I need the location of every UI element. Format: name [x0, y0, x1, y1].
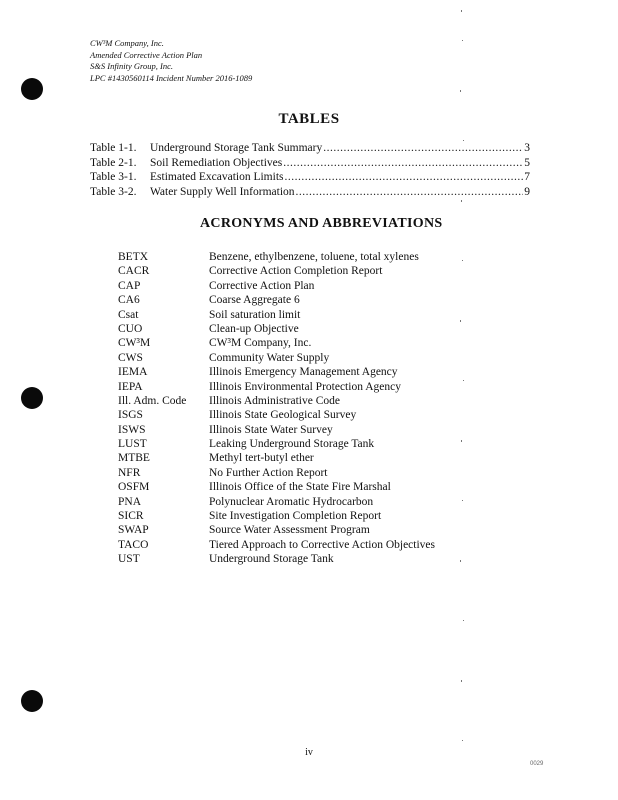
acronym-definition: Corrective Action Completion Report: [209, 265, 383, 278]
acronym-definition: No Further Action Report: [209, 466, 328, 479]
acronym-row: [118, 523, 435, 537]
table-page: 3: [524, 142, 530, 154]
acronym-abbr: MTBE: [118, 452, 150, 465]
acronym-definition: Tiered Approach to Corrective Action Objectives: [209, 538, 436, 551]
acronym-definition: Clean-up Objective: [209, 322, 299, 335]
header-client: S&S Infinity Group, Inc.: [90, 61, 174, 71]
acronym-row: [118, 380, 435, 394]
acronym-abbr: CAP: [118, 279, 141, 292]
table-entry: [90, 157, 530, 172]
acronym-row: [118, 394, 435, 408]
bates-stamp: 0029: [530, 761, 544, 767]
acronym-row: [118, 408, 435, 422]
document-header: [90, 38, 252, 84]
acronym-definition: CW³M Company, Inc.: [209, 337, 312, 350]
acronym-definition: Site Investigation Completion Report: [209, 510, 382, 523]
acronym-definition: Source Water Assessment Program: [209, 524, 370, 537]
punch-hole-top: [21, 78, 43, 100]
acronym-row: [118, 552, 435, 566]
acronym-row: [118, 264, 435, 278]
dot-leader: [323, 142, 523, 154]
acronym-abbr: SWAP: [118, 524, 149, 537]
table-entry: [90, 171, 530, 186]
acronym-abbr: PNA: [118, 495, 142, 508]
table-number: Table 2-1.: [90, 156, 137, 169]
acronym-definition: Community Water Supply: [209, 351, 330, 364]
acronym-definition: Polynuclear Aromatic Hydrocarbon: [209, 495, 374, 508]
acronym-row: [118, 466, 435, 480]
header-incident: LPC #1430560114 Incident Number 2016-1089: [90, 72, 253, 83]
acronym-definition: Illinois State Geological Survey: [209, 409, 357, 422]
acronym-definition: Benzene, ethylbenzene, toluene, total xylenes: [209, 251, 419, 263]
acronym-definition: Illinois State Water Survey: [209, 423, 333, 436]
acronym-abbr: LUST: [118, 438, 147, 451]
table-number: Table 1-1.: [90, 142, 137, 154]
dot-leader: [296, 186, 524, 198]
acronym-abbr: UST: [118, 553, 140, 566]
acronym-row: [118, 322, 435, 336]
acronym-abbr: CW³M: [118, 337, 151, 350]
acronym-abbr: Ill. Adm. Code: [118, 394, 187, 407]
acronym-row: [118, 538, 435, 552]
acronym-abbr: ISWS: [118, 423, 146, 436]
acronym-definition: Soil saturation limit: [209, 308, 301, 321]
acronym-definition: Illinois Administrative Code: [209, 394, 340, 407]
acronym-abbr: CA6: [118, 294, 140, 307]
acronym-definition: Underground Storage Tank: [209, 553, 334, 566]
acronym-row: [118, 480, 435, 494]
acronym-abbr: CUO: [118, 322, 143, 335]
acronym-abbr: SICR: [118, 510, 144, 523]
dot-leader: [283, 157, 523, 169]
punch-hole-middle: [21, 387, 43, 409]
acronym-abbr: CWS: [118, 351, 143, 364]
acronym-abbr: NFR: [118, 466, 141, 479]
header-company: CW³M Company, Inc.: [90, 38, 164, 48]
acronym-row: [118, 336, 435, 350]
acronym-row: [118, 423, 435, 437]
acronym-row: [118, 451, 435, 465]
acronym-abbr: IEMA: [118, 366, 148, 379]
acronym-abbr: OSFM: [118, 481, 150, 494]
acronym-definition: Methyl tert-butyl ether: [209, 452, 314, 465]
page-number: iv: [305, 747, 313, 758]
table-title: Estimated Excavation Limits: [150, 171, 284, 183]
acronym-definition: Coarse Aggregate 6: [209, 294, 300, 307]
tables-heading: TABLES: [278, 111, 340, 127]
acronym-definition: Leaking Underground Storage Tank: [209, 438, 375, 451]
acronym-definition: Illinois Environmental Protection Agency: [209, 380, 401, 393]
table-entry: [90, 186, 530, 201]
table-entry: [90, 142, 530, 157]
acronyms-list: [118, 250, 435, 567]
acronym-row: [118, 250, 435, 264]
acronym-abbr: TACO: [118, 538, 149, 551]
punch-hole-bottom: [21, 690, 43, 712]
tables-list: [90, 142, 530, 200]
acronym-definition: Corrective Action Plan: [209, 279, 315, 292]
acronym-row: [118, 495, 435, 509]
header-plan: Amended Corrective Action Plan: [90, 49, 203, 60]
acronym-row: [118, 437, 435, 451]
table-number: Table 3-1.: [90, 171, 137, 183]
acronym-definition: Illinois Emergency Management Agency: [209, 366, 398, 379]
acronyms-heading: ACRONYMS AND ABBREVIATIONS: [200, 216, 443, 231]
acronym-abbr: ISGS: [118, 409, 143, 422]
acronym-definition: Illinois Office of the State Fire Marshal: [209, 481, 391, 494]
table-page: 9: [524, 185, 530, 198]
table-title: Soil Remediation Objectives: [150, 156, 283, 169]
acronym-abbr: Csat: [118, 308, 139, 321]
acronym-abbr: BETX: [118, 251, 149, 263]
acronym-row: [118, 509, 435, 523]
acronym-row: [118, 279, 435, 293]
acronym-row: [118, 308, 435, 322]
dot-leader: [285, 171, 524, 183]
table-title: Underground Storage Tank Summary: [150, 142, 323, 154]
table-page: 5: [524, 156, 530, 169]
acronym-row: [118, 351, 435, 365]
acronym-row: [118, 293, 435, 307]
table-title: Water Supply Well Information: [150, 185, 295, 198]
acronym-row: [118, 365, 435, 379]
table-page: 7: [524, 171, 530, 183]
acronym-abbr: CACR: [118, 265, 150, 278]
table-number: Table 3-2.: [90, 185, 137, 198]
acronym-abbr: IEPA: [118, 380, 143, 393]
